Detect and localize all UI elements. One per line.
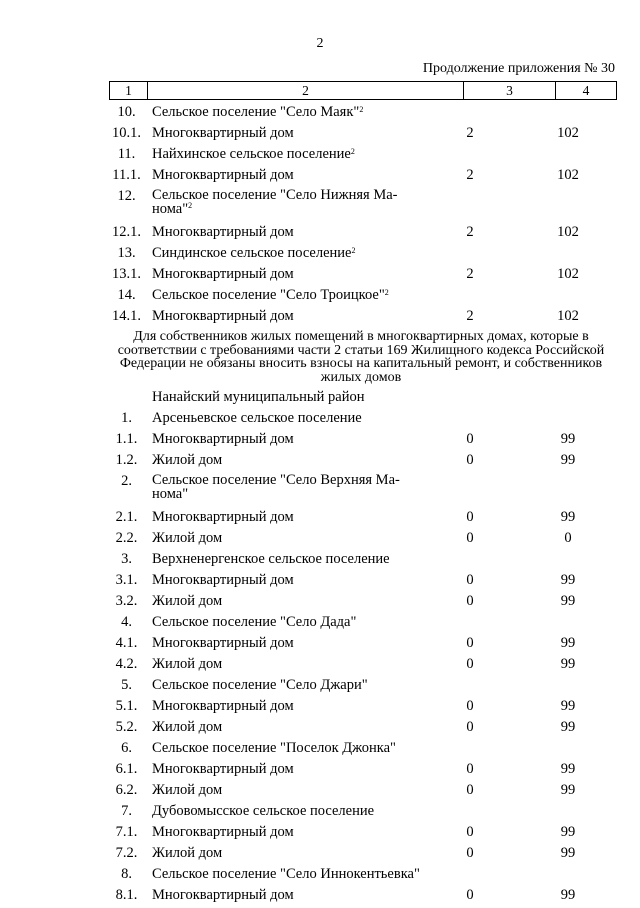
row-name: Найхинское сельское поселение$^2$ (152, 146, 355, 162)
row-name: Сельское поселение "Поселок Джонка" (152, 740, 396, 756)
row-name: Жилой дом (152, 530, 223, 546)
table-row (0, 551, 640, 570)
row-name: Сельское поселение "Село Дада" (152, 614, 357, 630)
table-row (0, 287, 640, 306)
row-col3: 0 (466, 845, 474, 861)
row-col4: 99 (560, 635, 576, 651)
row-number: 3.1. (115, 572, 138, 588)
column-header-1: 1 (110, 82, 148, 100)
footnote-mark: 2 (384, 288, 389, 297)
table-row (0, 635, 640, 654)
row-number: 8.1. (115, 887, 138, 903)
section-title: Для собственников жилых помещений в многоквартирных домах, которые в соответствии с требованиями части 2 статьи 169 Жилищного кодекса Российской Федерации не обязаны вносить взносы на капитальный ремонт, и собственников жилых домов (117, 329, 605, 385)
row-col4: 99 (560, 761, 576, 777)
row-number: 2.2. (115, 530, 138, 546)
row-col4: 102 (557, 224, 579, 240)
row-number: 5.1. (115, 698, 138, 714)
row-name: Многоквартирный дом (152, 266, 294, 282)
district-heading (0, 389, 640, 408)
table-row (0, 431, 640, 450)
row-col4: 102 (557, 266, 579, 282)
row-col3: 0 (466, 593, 474, 609)
table-row (0, 593, 640, 612)
row-number: 14. (117, 287, 136, 303)
table-row (0, 866, 640, 885)
footnote-mark: 2 (350, 147, 355, 156)
table-row (0, 803, 640, 822)
row-number: 10. (117, 104, 136, 120)
row-number: 8. (121, 866, 132, 882)
row-col4: 102 (557, 308, 579, 324)
row-col4: 99 (560, 719, 576, 735)
row-name: Многоквартирный дом (152, 308, 294, 324)
row-col4: 99 (560, 824, 576, 840)
row-number: 4.1. (115, 635, 138, 651)
row-name: Многоквартирный дом (152, 431, 294, 447)
row-name: Синдинское сельское поселение$^2$ (152, 245, 356, 261)
row-name: Сельское поселение "Село Нижняя Ма- нома"$^2$ (152, 187, 398, 217)
row-name: Многоквартирный дом (152, 125, 294, 141)
table-row (0, 782, 640, 801)
row-col4: 99 (560, 887, 576, 903)
row-number: 13.1. (112, 266, 141, 282)
footnote-mark: 2 (359, 105, 364, 114)
row-name: Многоквартирный дом (152, 635, 294, 651)
table-row (0, 530, 640, 549)
footnote-mark: 2 (351, 246, 356, 255)
row-number: 3.2. (115, 593, 138, 609)
table-row (0, 266, 640, 285)
row-name: Сельское поселение "Село Джари" (152, 677, 368, 693)
row-name: Многоквартирный дом (152, 698, 294, 714)
row-name: Многоквартирный дом (152, 887, 294, 903)
row-number: 14.1. (112, 308, 141, 324)
row-name: Жилой дом (152, 719, 223, 735)
row-col4: 99 (560, 509, 576, 525)
row-number: 2. (121, 473, 132, 489)
row-col4: 99 (560, 431, 576, 447)
row-number: 4. (121, 614, 132, 630)
table-row (0, 452, 640, 471)
table-row (0, 146, 640, 165)
row-number: 4.2. (115, 656, 138, 672)
row-col3: 2 (466, 266, 474, 282)
row-name: Жилой дом (152, 656, 223, 672)
row-name: Многоквартирный дом (152, 761, 294, 777)
row-name: Дубовомысское сельское поселение (152, 803, 375, 819)
row-col3: 2 (466, 224, 474, 240)
row-name: Многоквартирный дом (152, 572, 294, 588)
row-number: 7. (121, 803, 132, 819)
table-row (0, 167, 640, 186)
row-number: 13. (117, 245, 136, 261)
row-number: 11.1. (112, 167, 141, 183)
row-number: 5. (121, 677, 132, 693)
table-body (0, 104, 640, 908)
row-col4: 102 (557, 125, 579, 141)
row-col4: 102 (557, 167, 579, 183)
row-col4: 99 (560, 698, 576, 714)
table-row (0, 245, 640, 264)
table-row (0, 104, 640, 123)
row-number: 3. (121, 551, 132, 567)
row-col3: 0 (466, 431, 474, 447)
district-name: Нанайский муниципальный район (152, 389, 365, 405)
row-number: 12.1. (112, 224, 141, 240)
row-col4: 99 (560, 782, 576, 798)
appendix-continuation-label: Продолжение приложения № 30 (422, 61, 615, 76)
row-name: Жилой дом (152, 452, 223, 468)
table-row (0, 677, 640, 696)
table-row (0, 719, 640, 738)
row-col3: 0 (466, 698, 474, 714)
row-number: 5.2. (115, 719, 138, 735)
column-header-3: 3 (464, 82, 556, 100)
row-col3: 0 (466, 452, 474, 468)
row-number: 10.1. (112, 125, 141, 141)
column-header-2: 2 (148, 82, 464, 100)
row-col3: 2 (466, 125, 474, 141)
row-col4: 99 (560, 593, 576, 609)
row-name: Жилой дом (152, 782, 223, 798)
row-name: Арсеньевское сельское поселение (152, 410, 362, 426)
footnote-mark: 2 (188, 201, 193, 210)
row-col3: 0 (466, 635, 474, 651)
table-row (0, 845, 640, 864)
row-name: Сельское поселение "Село Иннокентьевка" (152, 866, 420, 882)
row-col3: 0 (466, 509, 474, 525)
page-number: 2 (316, 36, 324, 51)
row-name: Верхненергенское сельское поселение (152, 551, 390, 567)
row-number: 7.2. (115, 845, 138, 861)
row-name: Жилой дом (152, 593, 223, 609)
table-row (0, 614, 640, 633)
row-name: Жилой дом (152, 845, 223, 861)
row-col4: 99 (560, 572, 576, 588)
row-name: Многоквартирный дом (152, 224, 294, 240)
table-row (0, 308, 640, 327)
table-row (0, 887, 640, 906)
row-name: Многоквартирный дом (152, 167, 294, 183)
row-col4: 99 (560, 452, 576, 468)
row-number: 12. (117, 188, 136, 204)
table-row (0, 761, 640, 780)
row-name: Сельское поселение "Село Троицкое"$^2$ (152, 287, 389, 303)
table-row (0, 188, 640, 222)
column-header-4: 4 (556, 82, 617, 100)
row-number: 6.1. (115, 761, 138, 777)
row-col3: 0 (466, 572, 474, 588)
row-col4: 0 (564, 530, 572, 546)
row-col3: 0 (466, 530, 474, 546)
table-row (0, 740, 640, 759)
table-row (0, 410, 640, 429)
table-row (0, 572, 640, 591)
row-col4: 99 (560, 845, 576, 861)
table-row (0, 125, 640, 144)
row-col3: 0 (466, 782, 474, 798)
row-col3: 0 (466, 719, 474, 735)
row-number: 1.1. (115, 431, 138, 447)
row-number: 1.2. (115, 452, 138, 468)
row-number: 6. (121, 740, 132, 756)
table-row (0, 656, 640, 675)
row-number: 6.2. (115, 782, 138, 798)
row-col3: 0 (466, 761, 474, 777)
row-name: Сельское поселение "Село Верхняя Ма- нома" (152, 472, 400, 502)
column-header-table (109, 81, 617, 100)
row-number: 7.1. (115, 824, 138, 840)
row-number: 2.1. (115, 509, 138, 525)
row-col3: 0 (466, 824, 474, 840)
row-number: 11. (117, 146, 136, 162)
table-row (0, 698, 640, 717)
table-row (0, 224, 640, 243)
row-col4: 99 (560, 656, 576, 672)
row-number: 1. (121, 410, 132, 426)
row-name: Многоквартирный дом (152, 824, 294, 840)
row-col3: 2 (466, 308, 474, 324)
table-row (0, 473, 640, 507)
row-col3: 0 (466, 656, 474, 672)
table-row (0, 824, 640, 843)
table-row (0, 509, 640, 528)
row-col3: 2 (466, 167, 474, 183)
row-name: Многоквартирный дом (152, 509, 294, 525)
row-name: Сельское поселение "Село Маяк"$^2$ (152, 104, 364, 120)
row-col3: 0 (466, 887, 474, 903)
